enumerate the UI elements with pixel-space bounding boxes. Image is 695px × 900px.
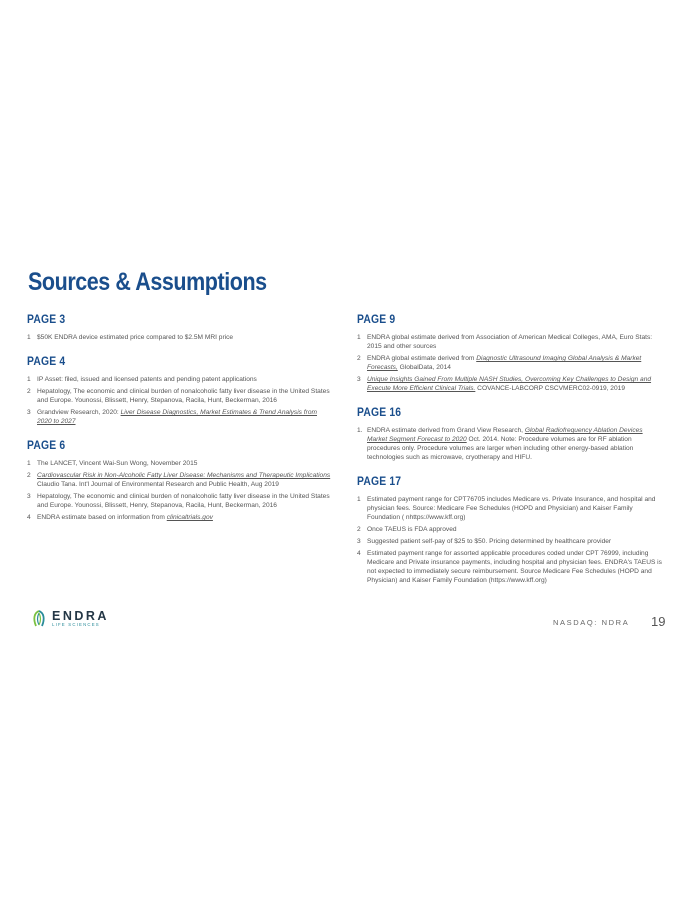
section-heading: PAGE 6 — [27, 440, 66, 452]
reference-number: 2 — [357, 526, 361, 533]
reference-text-suffix: Oct. 2014. Note: Procedure volumes are for RF ablation procedures only. Procedure volumes are larger when including other energy-based ablation technologies such as microwave, cryotherapy and HIFU. — [367, 436, 634, 461]
section-page-16 — [357, 407, 663, 462]
reference-text-suffix: Claudio Tana. Int'l Journal of Environmental Research and Public Health, Aug 2019 — [37, 481, 279, 488]
company-logo — [31, 610, 109, 628]
reference-text-suffix: GlobalData, 2014 — [397, 364, 451, 371]
reference-number: 2 — [27, 388, 31, 395]
reference-number: 1 — [27, 376, 31, 383]
reference-text: ENDRA estimate derived from Grand View Research, — [367, 427, 525, 434]
nasdaq-ticker: NASDAQ: NDRA — [553, 618, 630, 627]
reference-text: IP Asset: filed, issued and licensed patents and pending patent applications — [37, 376, 257, 383]
section-page-4 — [27, 356, 332, 426]
reference-number: 1 — [357, 334, 361, 341]
reference-item — [27, 492, 332, 510]
reference-text: ENDRA estimate based on information from — [37, 514, 167, 521]
reference-text: $50K ENDRA device estimated price compared to $2.5M MRI price — [37, 334, 234, 341]
right-column — [357, 314, 663, 599]
reference-item — [357, 549, 663, 585]
endra-logo-mark-icon — [31, 610, 47, 628]
reference-item — [357, 525, 663, 534]
reference-number: 1 — [27, 334, 31, 341]
reference-number: 4 — [27, 514, 31, 521]
reference-text: Estimated payment range for CPT76705 includes Medicare vs. Private Insurance, and hospital and physician fees. Source: Medicare Fee Schedules (HOPD and Physician) and Kaiser Family Foundation ( nhttps://www.kff.org) — [367, 496, 656, 521]
reference-number: 4 — [357, 550, 361, 557]
section-heading: PAGE 3 — [27, 314, 66, 326]
section-heading: PAGE 4 — [27, 356, 66, 368]
reference-item — [27, 459, 332, 468]
reference-number: 2 — [357, 355, 361, 362]
reference-number: 3 — [357, 538, 361, 545]
logo-wordmark: ENDRA — [52, 609, 109, 623]
reference-item — [357, 354, 663, 372]
reference-text-suffix: COVANCE-LABCORP CSCVMERC02-0919, 2019 — [475, 385, 625, 392]
reference-list — [27, 459, 332, 522]
reference-link[interactable]: Global Radiofrequency Ablation Devices Market Segment Forecast to 2020 — [367, 427, 643, 443]
page-title: Sources & Assumptions — [28, 268, 267, 296]
reference-item — [357, 495, 663, 522]
reference-link[interactable]: Cardiovascular Risk in Non-Alcoholic Fatty Liver Disease: Mechanisms and Therapeutic Implications — [37, 472, 331, 479]
reference-text: Suggested patient self-pay of $25 to $50. Pricing determined by healthcare provider — [367, 538, 612, 545]
reference-item — [27, 471, 332, 489]
reference-list — [357, 333, 663, 393]
reference-text: The LANCET, Vincent Wai-Sun Wong, November 2015 — [37, 460, 198, 467]
reference-link[interactable]: Diagnostic Ultrasound Imaging Global Analysis & Market Forecasts, — [367, 355, 642, 371]
section-page-6 — [27, 440, 332, 522]
page-number: 19 — [651, 614, 666, 629]
reference-link[interactable]: Liver Disease Diagnostics, Market Estimates & Trend Analysis from 2020 to 2027 — [37, 409, 317, 425]
left-column — [27, 314, 332, 536]
reference-list — [27, 375, 332, 426]
reference-item — [27, 408, 332, 426]
reference-number: 3 — [27, 409, 31, 416]
reference-text: Once TAEUS is FDA approved — [367, 526, 457, 533]
reference-number: 1 — [357, 496, 361, 503]
reference-number: 3 — [27, 493, 31, 500]
reference-text: Estimated payment range for assorted applicable procedures coded under CPT 76999, including Medicare and Private insurance payments, including hospital and physician fees. ENDRA's TAEUS is not expected to immediately secure reimbursement. Source Medicare Fee Schedules (HOPD and Physician) and Kaiser Family Foundation (https://www.kff.org) — [367, 550, 662, 584]
reference-item — [357, 375, 663, 393]
section-heading: PAGE 16 — [357, 407, 402, 419]
reference-list — [27, 333, 332, 342]
reference-text: Hepatology, The economic and clinical burden of nonalcoholic fatty liver disease in the United States and Europe. Younossi, Blissett, Henry, Stepanova, Racila, Hunt, Beckerman, 2016 — [37, 493, 330, 509]
reference-text: ENDRA global estimate derived from — [367, 355, 477, 362]
reference-list — [357, 426, 663, 462]
reference-text: Grandview Research, 2020: — [37, 409, 121, 416]
reference-link[interactable]: Unique Insights Gained From Multiple NASH Studies, Overcoming Key Challenges to Design and Execute More Efficient Clinical Trials. — [367, 376, 652, 392]
reference-item — [27, 513, 332, 522]
reference-item — [27, 333, 332, 342]
reference-item — [357, 537, 663, 546]
logo-tagline: LIFE SCIENCES — [52, 622, 100, 627]
reference-text: Hepatology, The economic and clinical burden of nonalcoholic fatty liver disease in the United States and Europe. Younossi, Blissett, Henry, Stepanova, Racila, Hunt, Beckerman, 2016 — [37, 388, 330, 404]
section-heading: PAGE 17 — [357, 476, 402, 488]
reference-item — [27, 387, 332, 405]
reference-number: 1. — [357, 427, 363, 434]
reference-number: 3 — [357, 376, 361, 383]
section-heading: PAGE 9 — [357, 314, 396, 326]
reference-list — [357, 495, 663, 585]
reference-number: 2 — [27, 472, 31, 479]
section-page-17 — [357, 476, 663, 585]
reference-item — [27, 375, 332, 384]
reference-number: 1 — [27, 460, 31, 467]
reference-item — [357, 426, 663, 462]
section-page-3 — [27, 314, 332, 342]
reference-link[interactable]: clinicaltrials.gov — [166, 514, 213, 521]
reference-item — [357, 333, 663, 351]
section-page-9 — [357, 314, 663, 393]
reference-text: ENDRA global estimate derived from Association of American Medical Colleges, AMA, Euro Stats: 2015 and other sources — [367, 334, 653, 350]
